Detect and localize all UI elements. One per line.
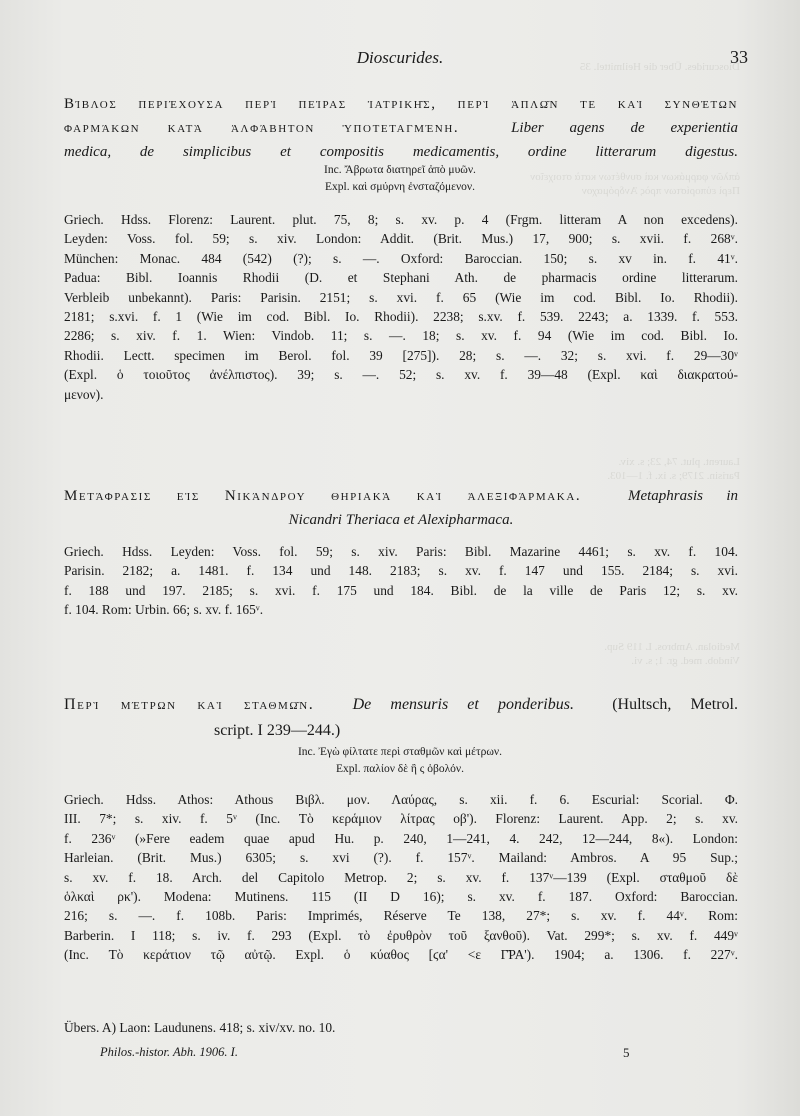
manuscript-line: ὁλκαὶ ρκ'). Modena: Mutinens. 115 (II D 16); s. xv. f. 187. Oxford: Baroccian. <box>64 889 738 905</box>
greek-title-line: Βίβλος περιέχουσα περὶ πείρας ἰατρικῆς, περὶ ἁπλῶν τε καὶ συνθέτων <box>64 96 738 112</box>
latin-title: Liber agens de experientia <box>511 120 738 136</box>
title-line <box>64 484 738 508</box>
latin-title: De mensuris et ponderibus. <box>352 696 574 713</box>
manuscript-line: Harleian. (Brit. Mus.) 6305; s. xvi (?). f. 157ᵛ. Mailand: Ambros. A 95 Sup.; <box>64 850 738 866</box>
manuscript-line: f. 104. Rom: Urbin. 66; s. xv. f. 165ᵛ. <box>64 602 264 618</box>
bleed-line: Laurent. plut. 74, 23; s. xiv. <box>618 456 740 468</box>
manuscript-line: Padua: Bibl. Ioannis Rhodii (D. et Stephani Ath. de pharmacis ordine litterarum. <box>64 270 738 286</box>
edition-reference: script. I 239—244.) <box>214 722 341 739</box>
bleed-line: Parisin. 2179; s. ix. f. 1—103. <box>607 470 740 482</box>
manuscript-line: Griech. Hdss. Florenz: Laurent. plut. 75, 8; s. xv. p. 4 (Frgm. litteram A non excedens). <box>64 212 738 227</box>
bleed-line: ἁπλῶν φαρμάκων καὶ συνθέτων κατὰ στοιχεῖον <box>530 171 740 183</box>
manuscript-line: Griech. Hdss. Athos: Athous Βιβλ. μον. Λαύρας, s. xii. f. 6. Escurial: Scorial. Φ. <box>64 792 738 807</box>
running-header-title: Dioscurides. <box>356 48 444 67</box>
bleed-through-text <box>60 640 740 668</box>
entry-title <box>64 692 738 744</box>
incipit-block <box>0 744 800 778</box>
latin-title: medica, de simplicibus et compositis medicamentis, ordine litterarum digestus. <box>64 144 738 160</box>
manuscript-line: München: Monac. 484 (542) (?); s. —. Oxford: Baroccian. 150; s. xv in. f. 41ᵛ. <box>64 250 738 266</box>
manuscript-line: 2181; s.xvi. f. 1 (Wie im cod. Bibl. Io. Rhodii). 2238; s.xv. f. 539. 2243; a. 1339. f. 553. <box>64 309 738 325</box>
manuscript-list <box>64 210 738 404</box>
manuscript-line: f. 188 und 197. 2185; s. xvi. f. 175 und 184. Bibl. de la ville de Paris 12; s. xv. <box>64 582 738 598</box>
manuscript-line: s. xv. f. 18. Arch. del Capitolo Metrop. 2; s. xv. f. 137ᵛ—139 (Expl. σταθμοῦ δὲ <box>64 869 738 885</box>
incipit: Inc. Ἐγὼ φίλτατε περὶ σταθμῶν καὶ μέτρων. <box>297 746 503 758</box>
title-line <box>64 692 738 718</box>
bleed-through-text <box>60 455 740 483</box>
manuscript-line: (Expl. ὁ τοιοῦτος ἀνέλπιστος). 39; s. —. 52; s. xv. f. 39—48 (Expl. καὶ διακρατού- <box>64 367 738 383</box>
latin-title: Nicandri Theriaca et Alexipharmaca. <box>288 512 514 528</box>
entry-mensuris <box>64 692 738 744</box>
manuscript-line: μενον). <box>64 386 104 402</box>
greek-title-line: φαρμάκων κατὰ ἀλφάβητον ὑποτεταγμένη. Liber agens de experientia <box>64 120 738 136</box>
translation-entry: Übers. A) Laon: Laudunens. 418; s. xiv/xv. no. 10. <box>64 1020 336 1035</box>
manuscript-line: Verbleib unbekannt). Paris: Parisin. 2151; s. xvi. f. 65 (Wie im cod. Bibl. Io. Rhodii). <box>64 289 738 305</box>
greek-title: Μετάφρασις εἰς Νικάνδρου θηριακὰ καὶ ἀλεξιφάρμακα. <box>64 488 582 504</box>
manuscript-line: Rhodii. Lectt. specimen im Berol. fol. 39 [275]). 28; s. —. 32; s. xvi. f. 29—30ᵛ <box>64 347 738 363</box>
bleed-line: Mediolan. Ambros. L 119 Sup. <box>604 641 740 653</box>
greek-title: Περὶ μέτρων καὶ σταθμῶν. <box>64 696 315 713</box>
incipit: Inc. Ἄβρωτα διατηρεῖ ἀπὸ μυῶν. <box>324 164 476 176</box>
manuscript-line: Leyden: Voss. fol. 59; s. xiv. London: Addit. (Brit. Mus.) 17, 900; s. xvii. f. 268ᵛ. <box>64 231 738 247</box>
manuscript-line: 216; s. —. f. 108b. Paris: Imprimés, Réserve Te 138, 27*; s. xv. f. 44ᵛ. Rom: <box>64 908 738 924</box>
manuscript-line: 2286; s. xiv. f. 1. Wien: Vindob. 11; s. —. 18; s. xv. f. 94 (Wie im cod. Bibl. Io. <box>64 328 738 344</box>
manuscript-list <box>64 542 738 620</box>
edition-reference: (Hultsch, Metrol. <box>612 696 738 713</box>
manuscript-line: Barberin. I 118; s. iv. f. 293 (Expl. τὸ ἐρυθρὸν τοῦ ξανθοῦ). Vat. 299*; s. xv. f. 449ᵛ <box>64 927 738 943</box>
entry-title <box>64 92 738 164</box>
explicit: Expl. παλίον δὲ ἢ ς ὀβολόν. <box>336 763 464 775</box>
manuscript-line: Parisin. 2182; a. 1481. f. 134 und 148. 2183; s. xv. f. 147 und 155. 2184; s. xvi. <box>64 563 738 579</box>
signature-mark: 5 <box>623 1045 630 1060</box>
bleed-line: Dioscurides. Über die Heilmittel. 35 <box>579 61 740 73</box>
incipit-block <box>0 162 800 196</box>
manuscript-line: Griech. Hdss. Leyden: Voss. fol. 59; s. xiv. Paris: Bibl. Mazarine 4461; s. xv. f. 104. <box>64 544 738 559</box>
footer-publication: Philos.-histor. Abh. 1906. I. <box>100 1045 238 1059</box>
bleed-line: Περὶ εὐπορίστων πρὸς Ἀνδρόμαχον <box>581 185 740 197</box>
latin-title: Metaphrasis in <box>627 488 739 504</box>
manuscript-list <box>64 790 738 965</box>
entry-metaphrasis <box>64 484 738 532</box>
entry-experientia <box>64 92 738 164</box>
translations-line <box>64 1018 738 1037</box>
manuscript-line: (Inc. Τὸ κεράτιον τῷ αὐτῷ. Expl. ὁ κύαθος [ϛα' <ε Γ̄ΡΑ'). 1904; a. 1306. f. 227ᵛ. <box>64 947 738 963</box>
page-number: 33 <box>730 47 748 67</box>
manuscript-line: III. 7*; s. xiv. f. 5ᵛ (Inc. Τὸ κεράμιον λίτρας οβ'). Florenz: Laurent. App. 2; s. xv. <box>64 811 738 827</box>
manuscript-line: f. 236ᵛ (»Fere eadem quae apud Hu. p. 240, 1—241, 4. 242, 12—244, 8«). London: <box>64 830 738 846</box>
bleed-line: Vindob. med. gr. 1; s. vi. <box>631 655 740 667</box>
entry-title <box>64 484 738 532</box>
explicit: Expl. καὶ σμύρνη ἐνσταζόμενον. <box>324 181 476 193</box>
